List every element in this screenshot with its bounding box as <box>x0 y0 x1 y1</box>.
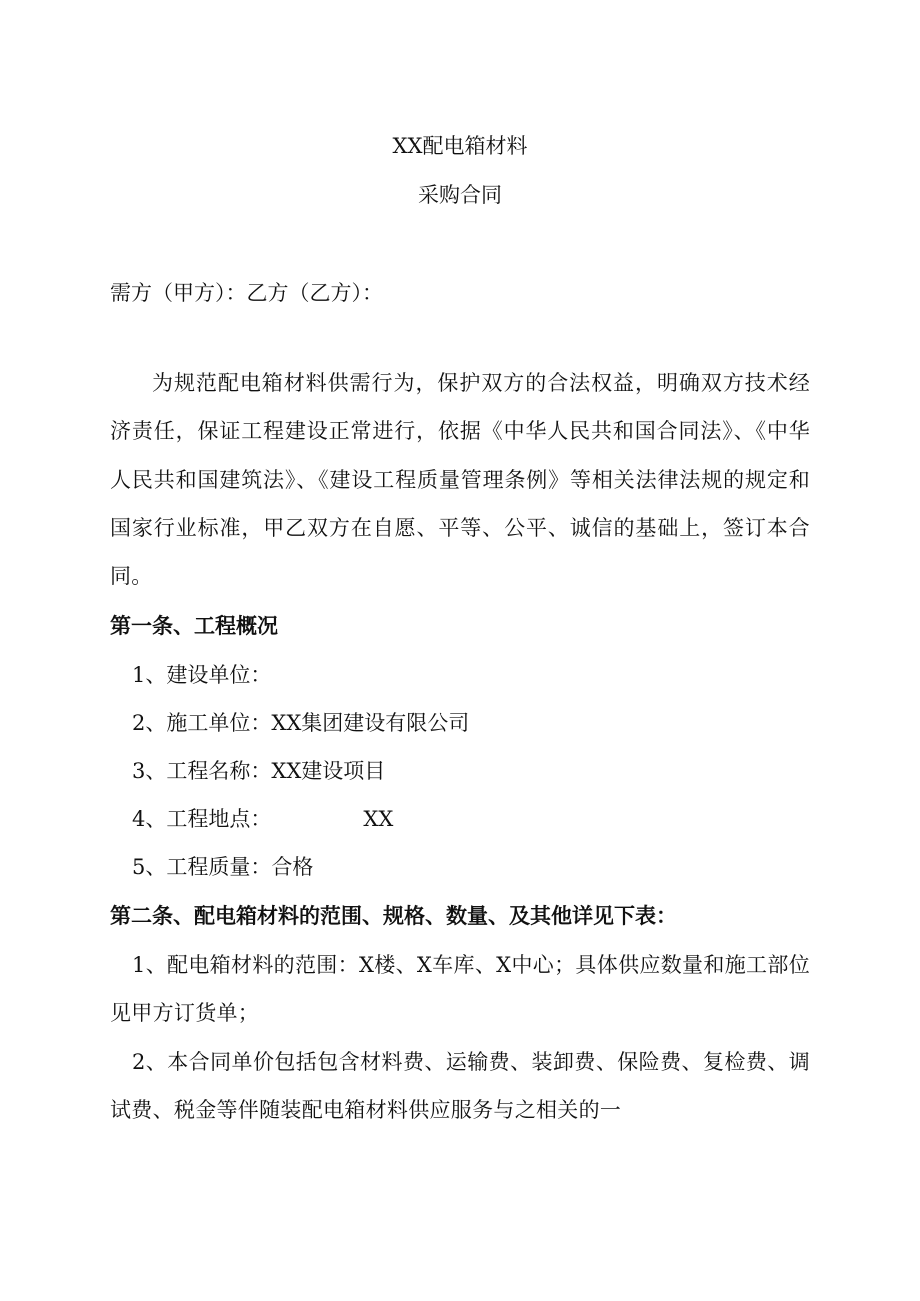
article-1-heading: 第一条、工程概况 <box>110 613 278 638</box>
article-1-item-2 <box>132 708 469 738</box>
article-1-item-1 <box>132 660 271 690</box>
item-label: 3、工程名称： <box>132 759 272 783</box>
document-title: XX配电箱材料 <box>392 134 528 158</box>
article-2-item-1: 1、配电箱材料的范围：X楼、X车库、X中心；具体供应数量和施工部位见甲方订货单； <box>110 953 810 1026</box>
article-1-item-5 <box>132 852 313 882</box>
item-value: 合格 <box>271 855 314 879</box>
item-value: XX建设项目 <box>271 759 386 783</box>
item-label: 4、工程地点： <box>132 807 272 831</box>
parties-line: 需方（甲方）：乙方（乙方）： <box>110 281 383 305</box>
article-1-item-4 <box>132 804 393 834</box>
article-2-item-2: 2、本合同单价包括包含材料费、运输费、装卸费、保险费、复检费、调试费、税金等伴随装配电箱材料供应服务与之相关的一 <box>110 1050 810 1123</box>
article-1-item-3 <box>132 756 385 786</box>
document-subtitle: 采购合同 <box>418 183 502 207</box>
item-label: 2、施工单位： <box>132 711 272 735</box>
article-2-heading: 第二条、配电箱材料的范围、规格、数量、及其他详见下表： <box>110 903 677 928</box>
preamble-paragraph: 为规范配电箱材料供需行为，保护双方的合法权益，明确双方技术经济责任，保证工程建设正常进行，依据《中华人民共和国合同法》、《中华人民共和国建筑法》、《建设工程质量管理条例》等相关法律法规的规定和国家行业标准，甲乙双方在自愿、平等、公平、诚信的基础上，签订本合同。 <box>110 371 810 589</box>
item-value: XX集团建设有限公司 <box>271 711 470 735</box>
item-label: 5、工程质量： <box>132 855 272 879</box>
item-value: XX <box>363 807 394 831</box>
item-label: 1、建设单位： <box>132 663 272 687</box>
